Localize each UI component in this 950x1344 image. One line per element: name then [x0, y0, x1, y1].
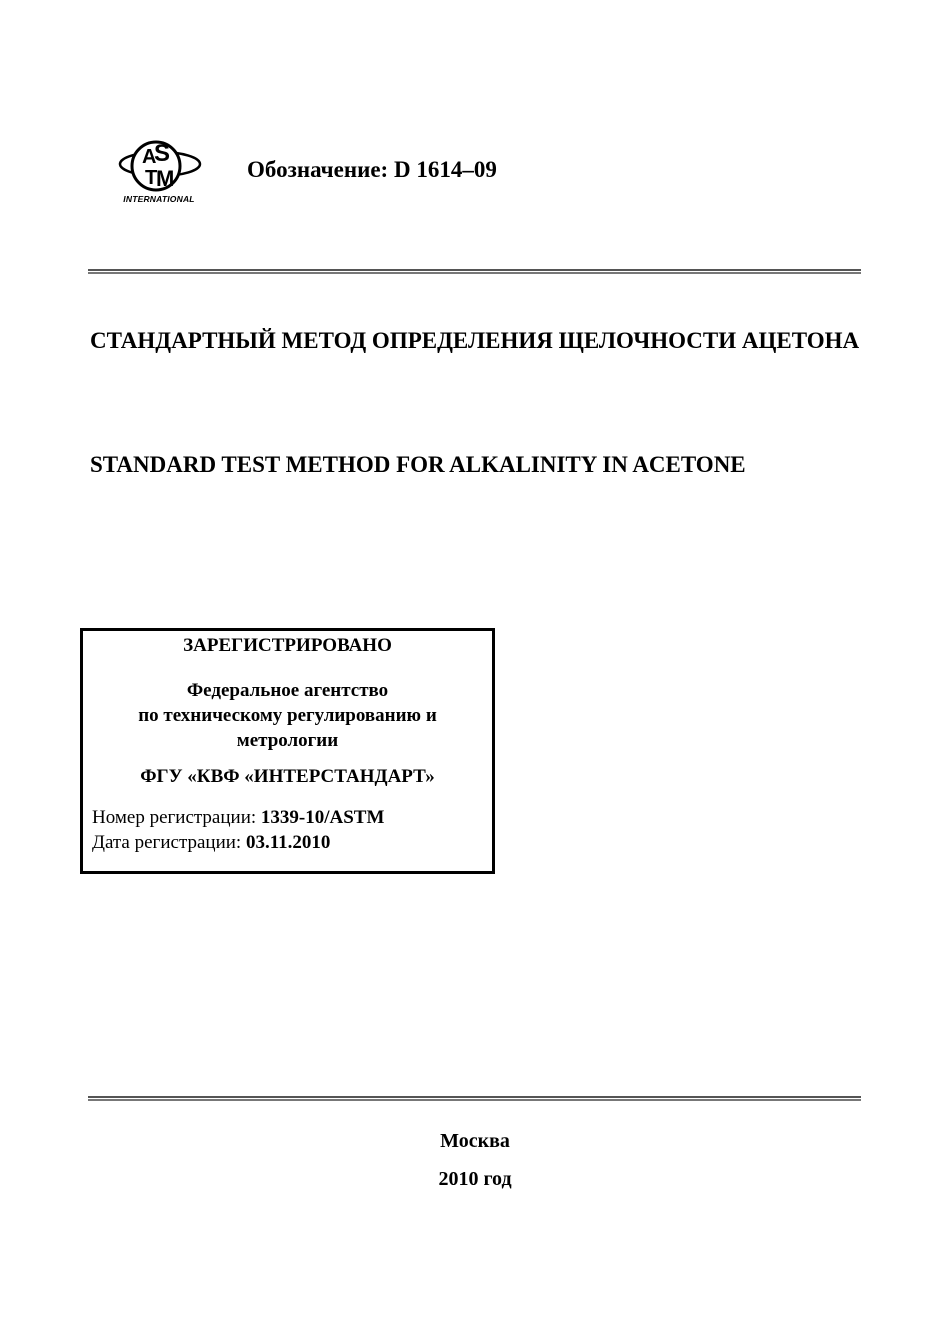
registration-agency [83, 678, 492, 753]
registration-number-value: 1339-10/ASTM [260, 807, 385, 828]
top-divider [88, 269, 861, 274]
registration-date-label: Дата регистрации: [92, 832, 246, 853]
svg-text:M: M [156, 166, 175, 191]
registration-date-value: 03.11.2010 [245, 832, 331, 853]
registration-heading: ЗАРЕГИСТРИРОВАНО [183, 635, 392, 656]
agency-line: Федеральное агентство [186, 680, 389, 701]
logo-caption: INTERNATIONAL [123, 194, 195, 204]
title-russian: СТАНДАРТНЫЙ МЕТОД ОПРЕДЕЛЕНИЯ ЩЕЛОЧНОСТИ АЦЕТОНА [90, 328, 860, 353]
registration-box [80, 628, 495, 874]
registration-number-row [92, 807, 384, 829]
publication-city: Москва [440, 1130, 510, 1152]
agency-line: по техническому регулированию и [138, 705, 437, 726]
registration-number-label: Номер регистрации: [92, 807, 261, 828]
registration-date-row [92, 832, 330, 854]
agency-line: метрологии [236, 730, 339, 751]
designation: Обозначение: D 1614–09 [247, 157, 497, 182]
registration-organization: ФГУ «КВФ «ИНТЕРСТАНДАРТ» [140, 766, 435, 787]
bottom-divider [88, 1096, 861, 1101]
svg-text:T: T [145, 167, 158, 189]
svg-text:A: A [142, 146, 157, 168]
svg-text:S: S [154, 140, 171, 167]
publication-year: 2010 год [438, 1168, 512, 1190]
title-english: STANDARD TEST METHOD FOR ALKALINITY IN ACETONE [90, 452, 746, 477]
